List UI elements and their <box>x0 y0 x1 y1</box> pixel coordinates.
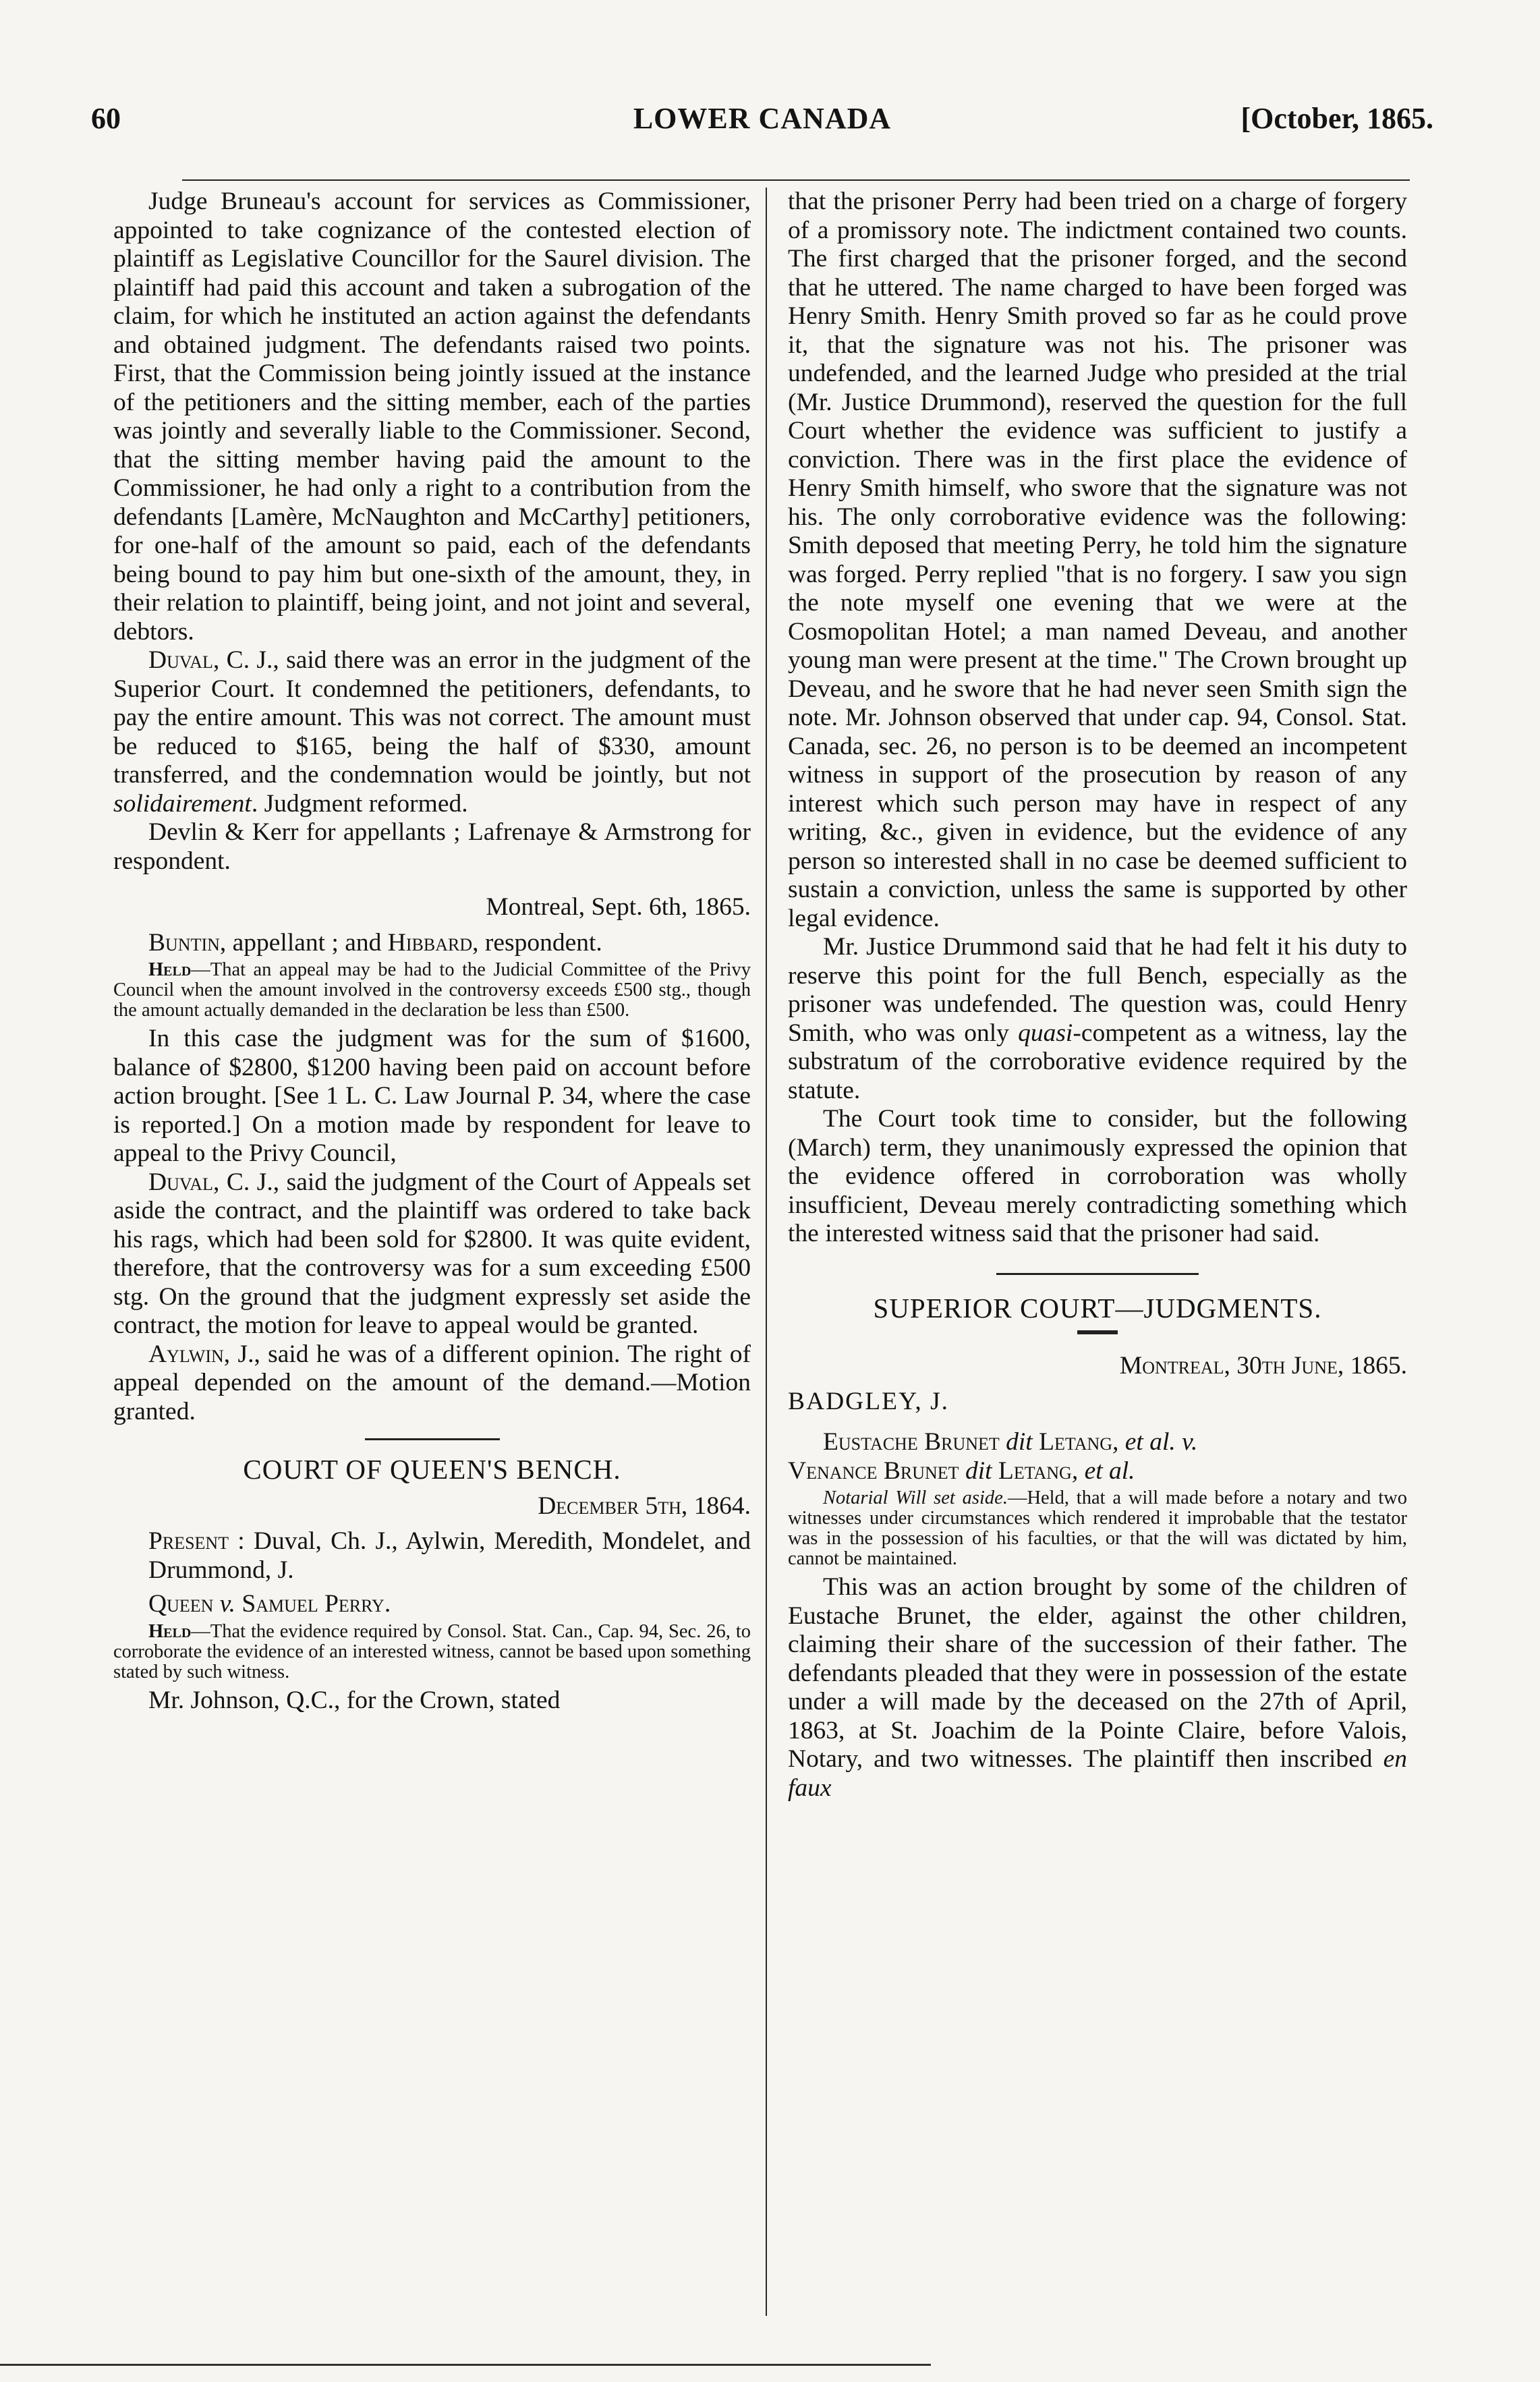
headnote-label: Notarial Will set aside. <box>823 1487 1008 1508</box>
dateline: Montreal, 30th June, 1865. <box>1119 1352 1407 1380</box>
party-text: , respondent. <box>472 928 602 957</box>
case-parties <box>113 929 751 958</box>
section-title: SUPERIOR COURT—JUDGMENTS. <box>873 1292 1322 1324</box>
page-number: 60 <box>91 102 121 135</box>
present-text: : Duval, Ch. J., Aylwin, Meredith, Mondelet, and Drummond, J. <box>148 1527 751 1584</box>
party-name: Letang <box>1039 1428 1113 1456</box>
party-text: . <box>384 1590 391 1618</box>
party-name: Queen <box>148 1590 214 1618</box>
paragraph-text: This was an action brought by some of the children of Eustache Brunet, the elder, against the other children, claiming their share of the succession of their father. The defendants pleaded that they were in possession of the estate under a will made by the deceased on the 27th of April, 1863, at St. Joachim de la Pointe Claire, before Valois, Notary, and two witnesses. The plaintiff then inscribed <box>788 1573 1407 1773</box>
paragraph-text: , said there was an error in the judgment of the Superior Court. It condemned the petitioners, defendants, to pay the entire amount. This was not correct. The amount must be reduced to $165, being the half of $330, amount transferred, and the condemnation would be jointly, but not <box>113 646 751 789</box>
section-rule <box>996 1273 1199 1275</box>
headnote-text: —That an appeal may be had to the Judicial Committee of the Privy Council when the amount involved in the controversy exceeds £500 stg., though the amount actually demanded in the declaration be less than £500. <box>113 959 751 1021</box>
italic-term: quasi <box>1018 1019 1073 1047</box>
headnote <box>113 1622 751 1682</box>
paragraph-text: , said he was of a different opinion. The right of appeal depended on the amount of the demand.—Motion granted. <box>113 1340 751 1425</box>
headnote <box>788 1488 1407 1569</box>
headnote <box>113 960 751 1021</box>
right-column <box>788 188 1407 1803</box>
party-name: Buntin <box>148 928 220 957</box>
page-header <box>91 101 1433 142</box>
paragraph: In this case the judgment was for the sum of $1600, balance of $2800, $1200 having been paid on account before action brought. [See 1 L. C. Law Journal P. 34, where the case is reported.] On a motion made by respondent for leave to appeal to the Privy Council, <box>113 1025 751 1167</box>
running-title: LOWER CANADA <box>633 102 892 135</box>
headnote-text: —Held, that a will made before a notary and two witnesses under circumstances which rendered it improbable that the testator was in the possession of his faculties, or that the will was dictated by him, cannot be maintained. <box>788 1487 1407 1569</box>
left-column <box>113 188 751 1715</box>
party-name: Letang <box>998 1456 1072 1485</box>
section-rule <box>365 1438 500 1440</box>
italic-term: en faux <box>788 1745 1407 1802</box>
party-text: , appellant ; and <box>219 928 388 957</box>
dateline: December 5th, 1864. <box>538 1492 751 1520</box>
paragraph-text: Judge Bruneau's account for services as Commissioner, appointed to take cognizance of the contested election of plaintiff as Legislative Councillor for the Saurel division. The plaintiff had paid this account and taken a subrogation of the claim, for which he instituted an action against the defendants and obtained judgment. The defendants raised two points. First, that the Commission being jointly issued at the instance of the petitioners and the sitting member, each of the parties was jointly and severally liable to the Commissioner. Second, that the sitting member having paid the amount to the Commissioner, he had only a right to a contribution from the defendants [Lamère, McNaughton and McCarthy] petitioners, for one-half of the amount so paid, each of the defendants being bound to pay him but one-sixth of the amount, they, in their relation to plaintiff, being joint, and not joint and several, debtors. <box>113 188 751 646</box>
header-date: [October, 1865. <box>1240 102 1433 135</box>
italic-term: solidairement <box>113 789 252 818</box>
case-parties <box>788 1428 1407 1457</box>
header-rule <box>182 179 1410 181</box>
case-parties <box>788 1457 1407 1486</box>
section-rule <box>1077 1330 1118 1334</box>
judge-name: Aylwin, J. <box>148 1340 254 1368</box>
paragraph: that the prisoner Perry had been tried on a charge of forgery of a promissory note. The indictment contained two counts. The first charged that the prisoner forged, and the second that he uttered. The name charged to have been forged was Henry Smith. Henry Smith proved so far as he could prove it, that the signature was not his. The prisoner was undefended, and the learned Judge who presided at the trial (Mr. Justice Drummond), reserved the question for the full Court whether the evidence was sufficient to justify a conviction. There was in the first place the evidence of Henry Smith himself, who swore that the signature was not his. The only corroborative evidence was the following: Smith deposed that meeting Perry, he told him the signature was forged. Perry replied "that is no forgery. I saw you sign the note myself one evening that we were at the Cosmopolitan Hotel; a man named Deveau, and another young man were present at the time." The Crown brought up Deveau, and he swore that he had never seen Smith sign the note. Mr. Johnson observed that under cap. 94, Consol. Stat. Canada, sec. 26, no person is to be deemed an incompetent witness in support of the prosecution by reason of any interest which such person may have in respect of any writing, &c., given in evidence, but the evidence of any person so interested shall in no case be deemed sufficient to sustain a conviction, unless the same is supported by other legal evidence. <box>788 188 1407 932</box>
headnote-label: Held <box>148 959 192 980</box>
present-label: Present <box>148 1527 229 1555</box>
paragraph: The Court took time to consider, but the following (March) term, they unanimously expressed the opinion that the evidence offered in corroboration was wholly insufficient, Deveau merely contradicting something which the interested witness said that the prisoner had said. <box>788 1105 1407 1247</box>
paragraph <box>113 1168 751 1340</box>
paragraph: Devlin & Kerr for appellants ; Lafrenaye & Armstrong for respondent. <box>113 818 751 875</box>
paragraph <box>788 1573 1407 1803</box>
party-text: , et al. v. <box>1112 1428 1198 1456</box>
judge-name: Duval, C. J. <box>148 1168 273 1196</box>
judge-heading: BADGLEY, J. <box>788 1387 950 1415</box>
party-name: Samuel Perry <box>241 1590 384 1618</box>
paragraph-text: -competent as a witness, lay the substratum of the corroborative evidence required by the statute. <box>788 1019 1408 1104</box>
party-name: Venance Brunet <box>788 1456 959 1485</box>
headnote-label: Held <box>148 1620 192 1642</box>
judge-name: Duval, C. J. <box>148 646 273 674</box>
party-text: , et al. <box>1071 1456 1135 1485</box>
paragraph <box>113 1340 751 1427</box>
paragraph-text: Mr. Justice Drummond said that he had felt it his duty to reserve this point for the full Bench, especially as the prisoner was undefended. The question was, could Henry Smith, who was only <box>788 933 1407 1047</box>
party-text: dit <box>959 1456 998 1485</box>
dateline: Montreal, Sept. 6th, 1865. <box>486 893 751 921</box>
paragraph: Mr. Johnson, Q.C., for the Crown, stated <box>148 1686 561 1714</box>
paragraph <box>788 933 1407 1105</box>
party-text: v. <box>213 1590 242 1618</box>
scan-edge-line <box>0 2364 931 2366</box>
party-name: Eustache Brunet <box>823 1428 1000 1456</box>
paragraph-text: , said the judgment of the Court of Appeals set aside the contract, and the plaintiff was ordered to take back his rags, which had been sold for $2800. It was quite evident, therefore, that the controversy was for a sum exceeding £500 stg. On the ground that the judgment expressly set aside the contract, the motion for leave to appeal would be granted. <box>113 1168 751 1339</box>
paragraph <box>113 646 751 818</box>
section-title: COURT OF QUEEN'S BENCH. <box>243 1454 621 1485</box>
column-divider <box>766 188 767 2316</box>
party-name: Hibbard <box>387 928 473 957</box>
paragraph-text: . Judgment reformed. <box>251 789 468 818</box>
present-line <box>113 1527 751 1585</box>
case-parties <box>113 1590 751 1619</box>
paragraph <box>113 188 751 646</box>
headnote-text: —That the evidence required by Consol. Stat. Can., Cap. 94, Sec. 26, to corroborate the evidence of an interested witness, cannot be based upon something stated by such witness. <box>113 1620 751 1682</box>
party-text: dit <box>999 1428 1039 1456</box>
